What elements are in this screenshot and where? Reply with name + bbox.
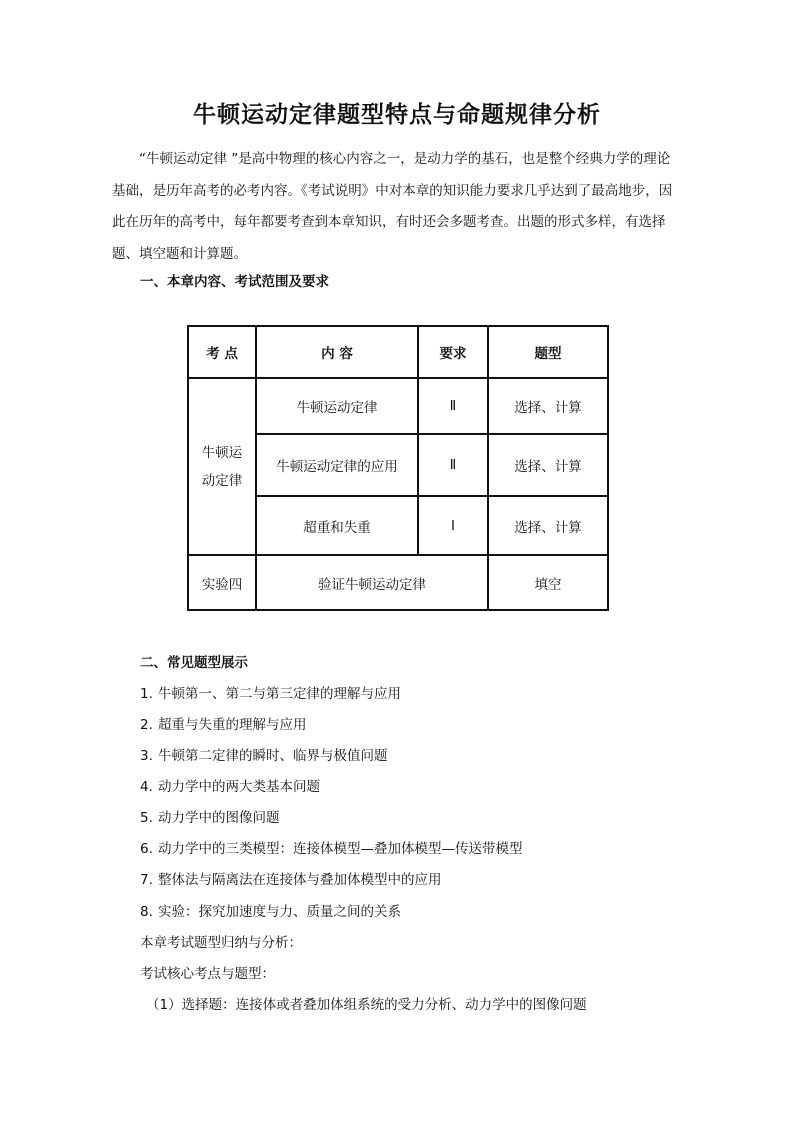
list-item-text: 动力学中的两大类基本问题 (158, 779, 320, 795)
summary-line: 本章考试题型归纳与分析： (140, 935, 302, 951)
list-item-text: 牛顿第二定律的瞬时、临界与极值问题 (158, 748, 388, 764)
list-item-number: 6. (140, 841, 153, 857)
summary-line: （1）选择题：连接体或者叠加体组系统的受力分析、动力学中的图像问题 (146, 997, 587, 1013)
experiment-point-cell: 实验四 (188, 555, 256, 610)
experiment-content-cell: 验证牛顿运动定律 (256, 555, 488, 610)
requirements-table (187, 325, 609, 611)
list-item (140, 682, 401, 702)
header-point: 考 点 (188, 326, 256, 378)
list-item-text: 动力学中的三类模型：连接体模型—叠加体模型—传送带模型 (158, 841, 523, 857)
content-cell: 牛顿运动定律 (256, 378, 418, 434)
page-title: 牛顿运动定律题型特点与命题规律分析 (193, 101, 601, 128)
header-question-type: 题型 (488, 326, 608, 378)
list-item-number: 8. (140, 904, 153, 920)
list-item-number: 7. (140, 872, 153, 888)
summary-line: 考试核心考点与题型： (140, 966, 275, 982)
list-item (140, 775, 320, 795)
intro-paragraph: “牛顿运动定律 ”是高中物理的核心内容之一，是动力学的基石，也是整个经典力学的理论基础，是历年高考的必考内容。《考试说明》中对本章的知识能力要求几乎达到了最高地步，因此在历年的高考中，每年都要考查到本章知识，有时还会多题考查。出题的形式多样，有选择题、填空题和计算题。 (112, 151, 673, 262)
list-item-text: 牛顿第一、第二与第三定律的理解与应用 (158, 686, 401, 702)
list-item-number: 2. (140, 717, 153, 733)
list-item (140, 900, 401, 920)
list-item-number: 5. (140, 810, 153, 826)
content-cell: 牛顿运动定律的应用 (256, 434, 418, 496)
content-cell: 超重和失重 (256, 496, 418, 555)
group-label-cell (188, 378, 256, 555)
list-item (140, 744, 388, 764)
table-row (188, 378, 608, 434)
list-item (140, 837, 523, 857)
list-item-number: 4. (140, 779, 153, 795)
list-item-text: 超重与失重的理解与应用 (158, 717, 307, 733)
level-cell: Ⅱ (418, 434, 488, 496)
list-item-text: 实验：探究加速度与力、质量之间的关系 (158, 904, 401, 920)
table-row (188, 555, 608, 610)
type-cell: 选择、计算 (488, 496, 608, 555)
list-item-text: 动力学中的图像问题 (158, 810, 280, 826)
list-item-text: 整体法与隔离法在连接体与叠加体模型中的应用 (158, 872, 442, 888)
header-content: 内 容 (256, 326, 418, 378)
list-item (140, 868, 442, 888)
experiment-type-cell: 填空 (488, 555, 608, 610)
header-requirement: 要求 (418, 326, 488, 378)
list-item (140, 806, 280, 826)
list-item-number: 1. (140, 686, 153, 702)
type-cell: 选择、计算 (488, 434, 608, 496)
section-heading-question-types: 二、常见题型展示 (140, 655, 248, 671)
level-cell: Ⅱ (418, 378, 488, 434)
list-item-number: 3. (140, 748, 153, 764)
level-cell: Ⅰ (418, 496, 488, 555)
list-item (140, 713, 307, 733)
group-label: 牛顿运动定律 (201, 444, 243, 489)
table-header-row (188, 326, 608, 378)
type-cell: 选择、计算 (488, 378, 608, 434)
section-heading-scope: 一、本章内容、考试范围及要求 (140, 274, 329, 290)
